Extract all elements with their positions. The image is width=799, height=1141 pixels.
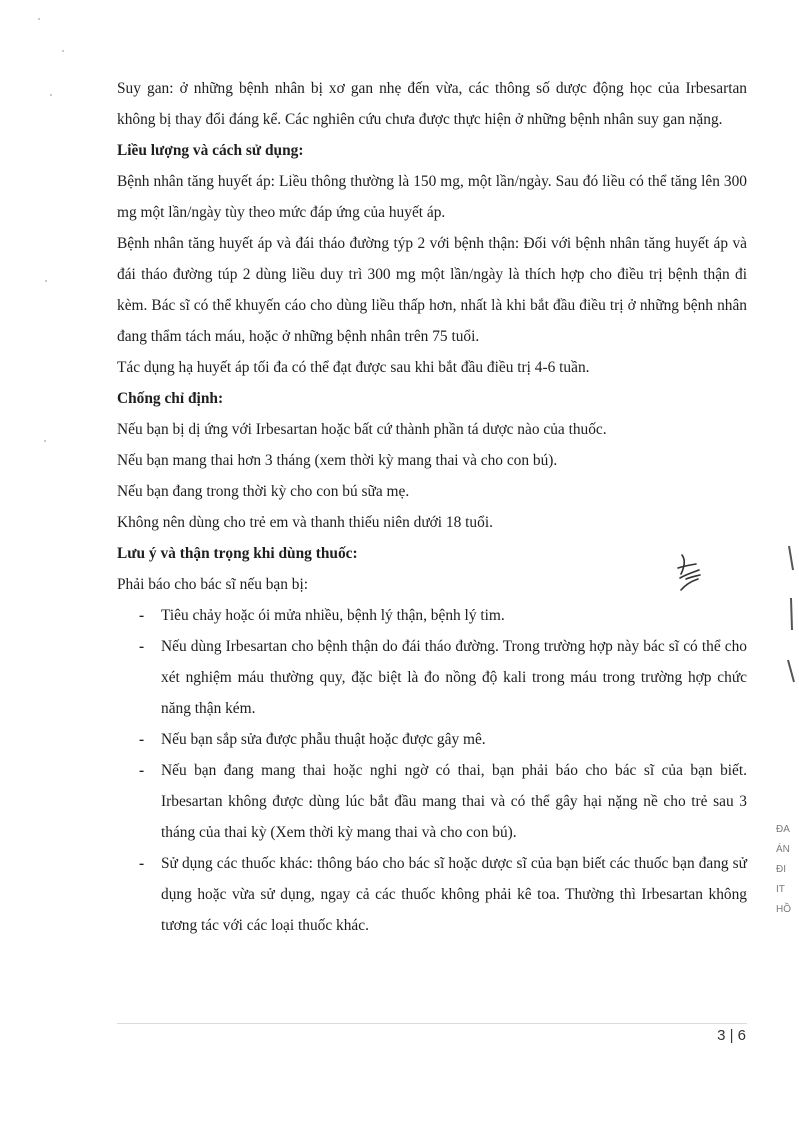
list-item: - Nếu bạn sắp sửa được phẫu thuật hoặc được gây mê.: [139, 731, 486, 748]
paragraph-allergy: Nếu bạn bị dị ứng với Irbesartan hoặc bất cứ thành phần tá dược nào của thuốc.: [117, 421, 607, 438]
document-body: [117, 73, 747, 941]
precaution-list: [117, 600, 747, 941]
paragraph-inform-doctor: Phải báo cho bác sĩ nếu bạn bị:: [117, 576, 309, 593]
footer-divider: [117, 1023, 747, 1024]
list-item: - Tiêu chảy hoặc ói mửa nhiều, bệnh lý thận, bệnh lý tim.: [139, 607, 505, 624]
paragraph-pregnancy: Nếu bạn mang thai hơn 3 tháng (xem thời kỳ mang thai và cho con bú).: [117, 452, 558, 469]
list-item: - Nếu dùng Irbesartan cho bệnh thận do đái tháo đường. Trong trường hợp này bác sĩ có thể cho xét nghiệm máu thường quy, đặc biệt là đo nồng độ kali trong máu trong trường hợp chức năng thận kém.: [139, 638, 747, 717]
scan-speck: [45, 280, 47, 282]
heading-contraindications: Chống chỉ định:: [117, 390, 224, 407]
scan-speck: [38, 18, 40, 20]
adjacent-page-mark: [783, 540, 799, 690]
scan-speck: [50, 94, 52, 96]
page-number: 3 | 6: [717, 1027, 746, 1044]
paragraph-children: Không nên dùng cho trẻ em và thanh thiếu niên dưới 18 tuổi.: [117, 514, 493, 531]
list-item: - Nếu bạn đang mang thai hoặc nghi ngờ có thai, bạn phải báo cho bác sĩ của bạn biết. Irbesartan không được dùng lúc bắt đầu mang thai và có thể gây hại nặng nề cho trẻ sau 3 tháng của thai kỳ (Xem thời kỳ mang thai và cho con bú).: [139, 762, 747, 841]
paragraph-liver-failure: Suy gan: ở những bệnh nhân bị xơ gan nhẹ đến vừa, các thông số dược động học của Irbesartan không bị thay đổi đáng kể. Các nghiên cứu chưa được thực hiện ở những bệnh nhân suy gan nặng.: [117, 80, 747, 128]
scan-speck: [44, 440, 46, 442]
list-item: - Sử dụng các thuốc khác: thông báo cho bác sĩ hoặc dược sĩ của bạn biết các thuốc bạn đang sử dụng hoặc vừa sử dụng, ngay cả các thuốc không phải kê toa. Thường thì Irbesartan không tương tác với các loại thuốc khác.: [139, 855, 747, 934]
paragraph-diabetes-kidney: Bệnh nhân tăng huyết áp và đái tháo đường týp 2 với bệnh thận: Đối với bệnh nhân tăng huyết áp và đái tháo đường túp 2 dùng liều duy trì 300 mg một lần/ngày là thích hợp cho điều trị bệnh thận đi kèm. Bác sĩ có thể khuyến cáo cho dùng liều thấp hơn, nhất là khi bắt đầu điều trị ở những bệnh nhân đang thẩm tách máu, hoặc ở những bệnh nhân trên 75 tuổi.: [117, 235, 747, 345]
scan-speck: [62, 50, 64, 52]
heading-dosage: Liều lượng và cách sử dụng:: [117, 142, 304, 159]
heading-precautions: Lưu ý và thận trọng khi dùng thuốc:: [117, 545, 358, 562]
partial-stamp: ĐA ÁN ĐI ΙΤ HỒ: [776, 824, 791, 915]
paragraph-max-effect: Tác dụng hạ huyết áp tối đa có thể đạt được sau khi bắt đầu điều trị 4-6 tuần.: [117, 359, 590, 376]
paragraph-hypertension-dose: Bệnh nhân tăng huyết áp: Liều thông thường là 150 mg, một lần/ngày. Sau đó liều có thể tăng lên 300 mg một lần/ngày tùy theo mức đáp ứng của huyết áp.: [117, 173, 747, 221]
paragraph-breastfeeding: Nếu bạn đang trong thời kỳ cho con bú sữa mẹ.: [117, 483, 410, 500]
handwritten-initials: [672, 552, 708, 596]
